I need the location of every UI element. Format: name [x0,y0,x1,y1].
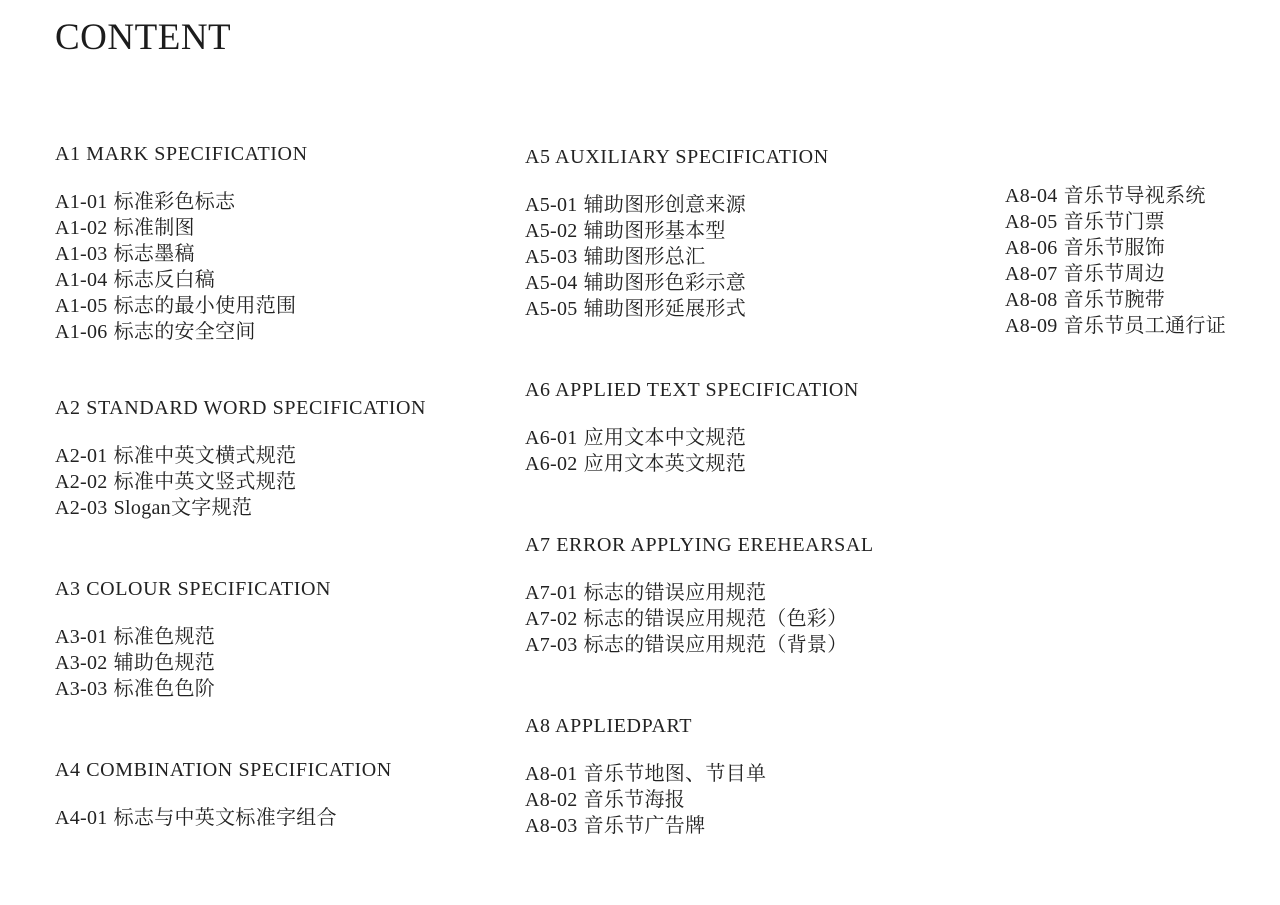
section-heading-a7: A7 ERROR APPLYING EREHEARSAL [525,534,874,556]
toc-item [55,624,331,650]
section-a8-continued [1005,183,1226,339]
toc-item-label: 标准色色阶 [113,678,216,700]
toc-item [55,215,308,241]
toc-item [1005,313,1226,339]
toc-item-code: A4-01 [55,807,108,829]
toc-item-code: A1-02 [55,217,108,239]
toc-item [55,189,308,215]
toc-item-label: 标志的错误应用规范（背景） [583,634,848,656]
toc-item-code: A3-01 [55,626,108,648]
toc-item-code: A8-03 [525,815,578,837]
toc-item [1005,183,1226,209]
section-heading-a8: A8 APPLIEDPART [525,715,693,737]
toc-item-label: Slogan文字规范 [113,497,253,519]
toc-item [525,244,829,270]
toc-item-code: A2-03 [55,497,108,519]
section-a1 [55,141,308,345]
toc-item-code: A1-03 [55,243,108,265]
toc-item [55,293,308,319]
toc-item-code: A2-01 [55,445,108,467]
toc-item-label: 音乐节腕带 [1063,289,1166,311]
toc-item-label: 标志反白稿 [113,269,216,291]
section-a5 [525,144,829,322]
toc-item [55,443,426,469]
toc-item [525,606,874,632]
toc-item-label: 音乐节周边 [1063,263,1166,285]
item-list-a8-continued [1005,183,1226,339]
page-title: CONTENT [55,17,232,58]
toc-item-code: A3-03 [55,678,108,700]
toc-item [1005,287,1226,313]
section-a6 [525,377,859,477]
section-a8 [525,713,766,839]
toc-item-code: A5-04 [525,272,578,294]
toc-item [525,296,829,322]
toc-item-code: A1-06 [55,321,108,343]
toc-item-label: 音乐节导视系统 [1063,185,1206,207]
toc-item-label: 音乐节服饰 [1063,237,1166,259]
toc-item-label: 标准中英文竖式规范 [113,471,297,493]
item-list-a1 [55,189,308,345]
toc-item-label: 音乐节地图、节目单 [583,763,767,785]
toc-item [1005,261,1226,287]
toc-item [55,267,308,293]
toc-item-label: 标志与中英文标准字组合 [113,807,337,829]
toc-item-code: A6-01 [525,427,578,449]
section-a4 [55,757,392,831]
toc-item-code: A8-07 [1005,263,1058,285]
item-list-a5 [525,192,829,322]
section-a2 [55,395,426,521]
toc-item-code: A8-01 [525,763,578,785]
toc-item-code: A3-02 [55,652,108,674]
section-heading-a1: A1 MARK SPECIFICATION [55,143,308,165]
toc-item-label: 辅助图形创意来源 [583,194,747,216]
toc-item-code: A5-01 [525,194,578,216]
section-heading-a6: A6 APPLIED TEXT SPECIFICATION [525,379,859,401]
toc-item [1005,209,1226,235]
toc-item-label: 音乐节员工通行证 [1063,315,1227,337]
toc-item-code: A8-04 [1005,185,1058,207]
toc-item-code: A1-04 [55,269,108,291]
toc-item-label: 音乐节海报 [583,789,686,811]
toc-item [525,451,859,477]
toc-item-label: 标准色规范 [113,626,216,648]
toc-item-label: 音乐节门票 [1063,211,1166,233]
section-a7 [525,532,874,658]
item-list-a4 [55,805,392,831]
toc-item [525,813,766,839]
toc-item-code: A8-05 [1005,211,1058,233]
toc-item-code: A5-03 [525,246,578,268]
toc-item-code: A7-01 [525,582,578,604]
toc-item-label: 应用文本英文规范 [583,453,747,475]
toc-item [55,469,426,495]
toc-item [525,192,829,218]
section-heading-a4: A4 COMBINATION SPECIFICATION [55,759,392,781]
toc-item [1005,235,1226,261]
toc-item-label: 辅助图形延展形式 [583,298,747,320]
toc-item-label: 标志墨稿 [113,243,195,265]
toc-item-label: 标准彩色标志 [113,191,236,213]
toc-item [55,805,392,831]
section-a3 [55,576,331,702]
item-list-a2 [55,443,426,521]
toc-item-label: 标志的安全空间 [113,321,256,343]
toc-item [525,270,829,296]
toc-item-code: A8-09 [1005,315,1058,337]
toc-item-code: A6-02 [525,453,578,475]
toc-item [55,319,308,345]
toc-item-code: A5-02 [525,220,578,242]
toc-item-label: 标志的错误应用规范 [583,582,767,604]
section-heading-a3: A3 COLOUR SPECIFICATION [55,578,332,600]
toc-item [55,650,331,676]
toc-item [525,632,874,658]
toc-item [55,241,308,267]
toc-item [525,425,859,451]
toc-item-label: 标志的最小使用范围 [113,295,297,317]
toc-item-label: 辅助图形总汇 [583,246,706,268]
toc-item [55,495,426,521]
section-heading-a5: A5 AUXILIARY SPECIFICATION [525,146,829,168]
toc-item-label: 标准制图 [113,217,195,239]
item-list-a8 [525,761,766,839]
toc-item-label: 标准中英文横式规范 [113,445,297,467]
toc-item-label: 标志的错误应用规范（色彩） [583,608,848,630]
toc-item-code: A8-02 [525,789,578,811]
toc-item-code: A7-03 [525,634,578,656]
toc-item-label: 辅助色规范 [113,652,216,674]
toc-item-code: A1-05 [55,295,108,317]
toc-item-label: 辅助图形色彩示意 [583,272,747,294]
toc-item [525,761,766,787]
toc-item-code: A7-02 [525,608,578,630]
toc-item [525,787,766,813]
toc-item-code: A1-01 [55,191,108,213]
toc-item [55,676,331,702]
item-list-a6 [525,425,859,477]
toc-item-code: A2-02 [55,471,108,493]
toc-item-code: A5-05 [525,298,578,320]
toc-item [525,580,874,606]
toc-item-label: 应用文本中文规范 [583,427,747,449]
section-heading-a2: A2 STANDARD WORD SPECIFICATION [55,397,427,419]
toc-item-label: 音乐节广告牌 [583,815,706,837]
toc-item-label: 辅助图形基本型 [583,220,726,242]
item-list-a3 [55,624,331,702]
item-list-a7 [525,580,874,658]
toc-item-code: A8-06 [1005,237,1058,259]
toc-item-code: A8-08 [1005,289,1058,311]
toc-item [525,218,829,244]
